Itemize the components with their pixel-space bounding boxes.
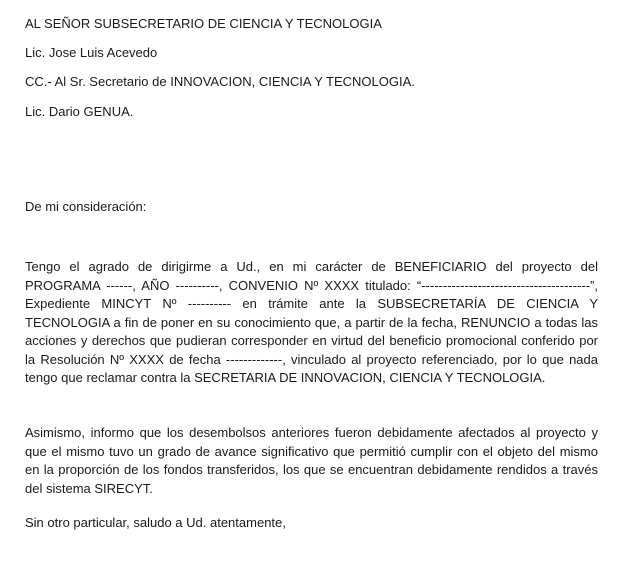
closing-line: Sin otro particular, saludo a Ud. atentamente, (25, 515, 286, 530)
body-paragraph-2: Asimismo, informo que los desembolsos anteriores fueron debidamente afectados al proyecto y que el mismo tuvo un grado de avance significativo que permitió cumplir con el objeto del mismo en la proporción de los fondos transferidos, los que se encuentran debidamente rendidos a través del sistema SIRECYT. (25, 425, 598, 496)
addressee-line: AL SEÑOR SUBSECRETARIO DE CIENCIA Y TECNOLOGIA (25, 16, 382, 31)
greeting: De mi consideración: (25, 199, 147, 214)
addressee-name: Lic. Jose Luis Acevedo (25, 45, 158, 60)
body-paragraph-1: Tengo el agrado de dirigirme a Ud., en mi carácter de BENEFICIARIO del proyecto del PROGRAMA ------, AÑO ----------, CONVENIO Nº XXXX titulado: “---------------------------------------”, Expediente MINCYT Nº ---------- en trámite ante la SUBSECRETARÍA DE CIENCIA Y TECNOLOGIA a fin de poner en su conocimiento que, a partir de la fecha, RENUNCIO a todas las acciones y derechos que pudieran corresponder en virtud del beneficio promocional conferido por la Resolución Nº XXXX de fecha -------------, vinculado al proyecto referenciado, por lo que nada tengo que reclamar contra la SECRETARIA DE INNOVACION, CIENCIA Y TECNOLOGIA. (25, 259, 598, 385)
cc-line: CC.- Al Sr. Secretario de INNOVACION, CIENCIA Y TECNOLOGIA. (25, 74, 415, 89)
cc-name: Lic. Dario GENUA. (25, 104, 134, 119)
